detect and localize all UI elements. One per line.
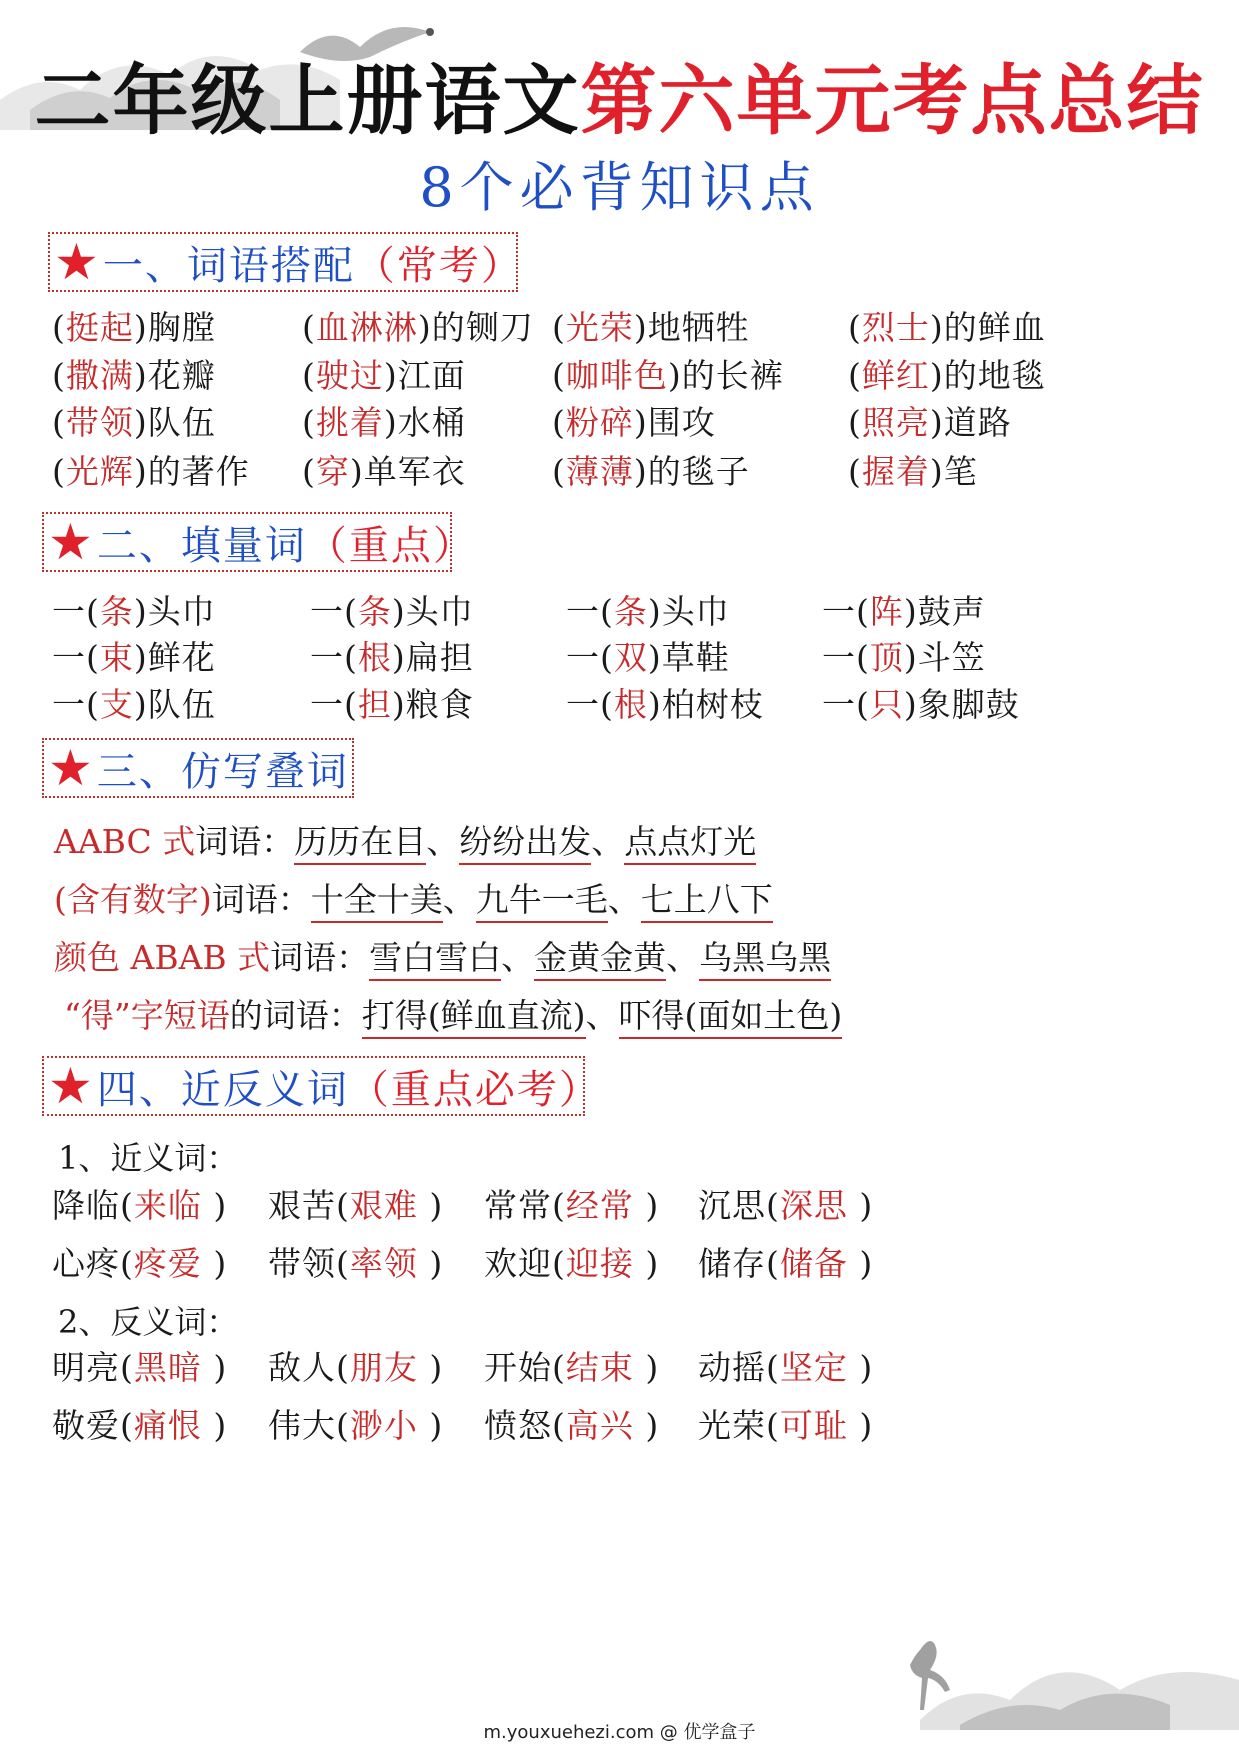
answer-word: 迎接 — [565, 1244, 634, 1283]
paren-open: ( — [766, 1186, 780, 1225]
paren-open: ( — [52, 308, 66, 347]
prefix-one: 一( — [52, 685, 100, 724]
paren-open: ( — [336, 1186, 350, 1225]
word-item — [698, 1400, 873, 1452]
answer-word: 深思 — [779, 1186, 848, 1225]
answer-word: 带领 — [65, 403, 134, 442]
base-word: 敬爱 — [52, 1406, 120, 1445]
word-item — [302, 397, 466, 449]
word-item — [52, 1180, 227, 1232]
paren-open: ( — [552, 1186, 566, 1225]
word-item — [310, 632, 474, 684]
reduplication-line — [54, 874, 773, 926]
noun-word: 头巾 — [147, 592, 216, 631]
section-title: 三、仿写叠词 — [96, 748, 349, 795]
word-item — [698, 1180, 873, 1232]
answer-word: 经常 — [565, 1186, 634, 1225]
prompt-word: 胸膛 — [147, 308, 216, 347]
answer-word: 驶过 — [315, 356, 384, 395]
base-word: 伟大 — [268, 1406, 336, 1445]
paren-close: ) — [383, 403, 398, 442]
base-word: 欢迎 — [484, 1244, 552, 1283]
paren-close: ) — [903, 638, 918, 677]
crane-icon-bottom — [890, 1630, 980, 1720]
example-phrase: 点点灯光 — [624, 822, 756, 865]
prompt-word: 笔 — [943, 452, 978, 491]
answer-word: 来临 — [133, 1186, 202, 1225]
section-heading-synonyms-antonyms — [42, 1056, 601, 1116]
word-item — [822, 679, 1020, 731]
reduplication-line — [64, 990, 842, 1042]
base-word: 降临 — [52, 1186, 120, 1225]
paren-open: ( — [52, 403, 66, 442]
answer-word: 鲜红 — [861, 356, 930, 395]
paren-open: ( — [848, 308, 862, 347]
answer-word: 挺起 — [65, 308, 134, 347]
measure-word: 根 — [613, 685, 648, 724]
prefix-one: 一( — [310, 592, 358, 631]
example-phrase: 打得(鲜血直流) — [362, 996, 586, 1039]
title-part-black: 二年级上册语文 — [34, 56, 581, 145]
word-item — [822, 632, 986, 684]
word-item — [310, 586, 474, 638]
section-heading-collocation — [48, 232, 523, 292]
paren-close: ) — [633, 1406, 660, 1445]
paren-close: ) — [847, 1244, 874, 1283]
paren-close: ) — [633, 1244, 660, 1283]
separator: 、 — [607, 880, 641, 919]
answer-word: 率领 — [349, 1244, 418, 1283]
measure-row — [0, 632, 1239, 684]
paren-close: ) — [133, 356, 148, 395]
paren-close: ) — [647, 638, 662, 677]
base-word: 愤怒 — [484, 1406, 552, 1445]
paren-open: ( — [552, 1348, 566, 1387]
paren-open: ( — [336, 1244, 350, 1283]
paren-close: ) — [847, 1186, 874, 1225]
prefix-one: 一( — [52, 592, 100, 631]
prefix-one: 一( — [310, 638, 358, 677]
collocation-row — [0, 446, 1239, 498]
measure-word: 根 — [357, 638, 392, 677]
base-word: 常常 — [484, 1186, 552, 1225]
prefix-one: 一( — [566, 638, 614, 677]
word-item — [268, 1180, 443, 1232]
prompt-word: 的鲜血 — [943, 308, 1046, 347]
answer-word: 薄薄 — [565, 452, 634, 491]
paren-close: ) — [633, 308, 648, 347]
prefix-one: 一( — [566, 685, 614, 724]
answer-word: 挑着 — [315, 403, 384, 442]
noun-word: 扁担 — [405, 638, 474, 677]
paren-close: ) — [929, 356, 944, 395]
paren-open: ( — [552, 1406, 566, 1445]
base-word: 敌人 — [268, 1348, 336, 1387]
word-item — [52, 446, 250, 498]
antonyms-label: 2、反义词： — [58, 1303, 239, 1341]
word-item — [698, 1238, 873, 1290]
paren-close: ) — [647, 685, 662, 724]
paren-open: ( — [766, 1406, 780, 1445]
paren-close: ) — [391, 685, 406, 724]
base-word: 明亮 — [52, 1348, 120, 1387]
paren-open: ( — [302, 308, 316, 347]
paren-close: ) — [633, 1348, 660, 1387]
paren-open: ( — [848, 356, 862, 395]
prompt-word: 花瓣 — [147, 356, 216, 395]
separator: 、 — [585, 996, 619, 1035]
word-item — [566, 632, 730, 684]
paren-close: ) — [133, 592, 148, 631]
paren-open: ( — [552, 308, 566, 347]
measure-word: 条 — [357, 592, 392, 631]
answer-word: 光荣 — [565, 308, 634, 347]
noun-word: 鲜花 — [147, 638, 216, 677]
prompt-word: 道路 — [943, 403, 1012, 442]
word-item — [268, 1238, 443, 1290]
word-item — [552, 446, 750, 498]
noun-word: 象脚鼓 — [917, 685, 1020, 724]
paren-open: ( — [120, 1406, 134, 1445]
prefix-one: 一( — [566, 592, 614, 631]
paren-open: ( — [766, 1348, 780, 1387]
paren-close: ) — [417, 1348, 444, 1387]
paren-close: ) — [417, 308, 432, 347]
word-item — [484, 1180, 659, 1232]
paren-open: ( — [302, 356, 316, 395]
word-item — [848, 397, 1012, 449]
prefix-one: 一( — [822, 685, 870, 724]
paren-close: ) — [633, 1186, 660, 1225]
answer-word: 黑暗 — [133, 1348, 202, 1387]
measure-word: 条 — [613, 592, 648, 631]
section-tag: （重点） — [306, 522, 475, 569]
paren-open: ( — [336, 1406, 350, 1445]
star-icon: ★ — [54, 233, 101, 291]
prefix-one: 一( — [822, 592, 870, 631]
example-phrase: 历历在目 — [294, 822, 426, 865]
word-item — [698, 1342, 873, 1394]
paren-open: ( — [336, 1348, 350, 1387]
example-phrase: 乌黑乌黑 — [699, 938, 831, 981]
word-item — [484, 1238, 659, 1290]
word-item — [52, 397, 216, 449]
answer-word: 高兴 — [565, 1406, 634, 1445]
star-icon: ★ — [48, 513, 95, 571]
star-icon: ★ — [48, 739, 95, 797]
paren-close: ) — [201, 1244, 228, 1283]
page-title — [0, 46, 1239, 156]
prefix-one: 一( — [822, 638, 870, 677]
prompt-word: 围攻 — [647, 403, 716, 442]
section-heading-reduplication — [42, 738, 354, 798]
paren-open: ( — [120, 1186, 134, 1225]
measure-word: 只 — [869, 685, 904, 724]
word-item — [822, 586, 986, 638]
base-word: 心疼 — [52, 1244, 120, 1283]
word-item — [52, 1400, 227, 1452]
answer-word: 咖啡色 — [565, 356, 668, 395]
prefix-one: 一( — [52, 638, 100, 677]
answer-word: 艰难 — [349, 1186, 418, 1225]
word-item — [52, 350, 216, 402]
separator: 、 — [591, 822, 625, 861]
prompt-word: 的铡刀 — [431, 308, 534, 347]
word-item — [848, 350, 1046, 402]
paren-close: ) — [201, 1348, 228, 1387]
answer-word: 穿 — [315, 452, 350, 491]
section-title: 四、近反义词 — [96, 1066, 349, 1113]
separator: 、 — [666, 938, 700, 977]
paren-open: ( — [52, 452, 66, 491]
example-phrase: 金黄金黄 — [534, 938, 666, 981]
pattern-label: “得”字短语 — [64, 996, 230, 1035]
base-word: 艰苦 — [268, 1186, 336, 1225]
paren-close: ) — [417, 1406, 444, 1445]
word-item — [848, 302, 1046, 354]
answer-word: 朋友 — [349, 1348, 418, 1387]
noun-word: 草鞋 — [661, 638, 730, 677]
section-heading-measure-words — [42, 512, 475, 572]
answer-word: 握着 — [861, 452, 930, 491]
paren-close: ) — [133, 308, 148, 347]
collocation-row — [0, 397, 1239, 449]
measure-word: 阵 — [869, 592, 904, 631]
noun-word: 柏树枝 — [661, 685, 764, 724]
word-item — [52, 1342, 227, 1394]
word-item — [552, 302, 750, 354]
answer-word: 粉碎 — [565, 403, 634, 442]
pattern-label: AABC 式 — [54, 822, 196, 861]
paren-close: ) — [201, 1406, 228, 1445]
paren-close: ) — [133, 685, 148, 724]
paren-close: ) — [391, 592, 406, 631]
word-item — [484, 1342, 659, 1394]
answer-word: 光辉 — [65, 452, 134, 491]
prefix-one: 一( — [310, 685, 358, 724]
paren-close: ) — [667, 356, 682, 395]
answer-word: 渺小 — [349, 1406, 418, 1445]
paren-close: ) — [133, 638, 148, 677]
pattern-suffix: 的词语： — [229, 996, 362, 1035]
pattern-label: (含有数字) — [54, 880, 212, 919]
answer-word: 照亮 — [861, 403, 930, 442]
antonym-row — [0, 1342, 1239, 1394]
prompt-word: 的著作 — [147, 452, 250, 491]
base-word: 开始 — [484, 1348, 552, 1387]
example-phrase: 吓得(面如土色) — [619, 996, 843, 1039]
paren-open: ( — [766, 1244, 780, 1283]
word-item — [302, 446, 466, 498]
example-phrase: 纷纷出发 — [459, 822, 591, 865]
paren-close: ) — [847, 1348, 874, 1387]
pattern-suffix: 词语： — [211, 880, 311, 919]
separator: 、 — [501, 938, 535, 977]
word-item — [848, 446, 978, 498]
word-item — [310, 679, 474, 731]
prompt-word: 的毯子 — [647, 452, 750, 491]
word-item — [52, 302, 216, 354]
section-title: 二、填量词 — [96, 522, 307, 569]
answer-word: 血淋淋 — [315, 308, 418, 347]
section-title: 一、词语搭配 — [102, 242, 355, 289]
paren-close: ) — [903, 685, 918, 724]
synonym-row — [0, 1238, 1239, 1290]
synonym-row — [0, 1180, 1239, 1232]
measure-word: 担 — [357, 685, 392, 724]
paren-close: ) — [929, 452, 944, 491]
paren-close: ) — [633, 452, 648, 491]
reduplication-line — [54, 932, 831, 984]
pattern-suffix: 词语： — [195, 822, 295, 861]
separator: 、 — [442, 880, 476, 919]
paren-close: ) — [201, 1186, 228, 1225]
word-item — [552, 397, 716, 449]
word-item — [566, 679, 764, 731]
noun-word: 斗笠 — [917, 638, 986, 677]
answer-word: 坚定 — [779, 1348, 848, 1387]
section-tag: （常考） — [354, 242, 523, 289]
paren-close: ) — [133, 452, 148, 491]
paren-open: ( — [302, 452, 316, 491]
base-word: 光荣 — [698, 1406, 766, 1445]
word-item — [552, 350, 784, 402]
paren-open: ( — [552, 403, 566, 442]
base-word: 沉思 — [698, 1186, 766, 1225]
paren-close: ) — [903, 592, 918, 631]
example-phrase: 七上八下 — [641, 880, 773, 923]
section-tag: （重点必考） — [348, 1066, 601, 1113]
base-word: 动摇 — [698, 1348, 766, 1387]
word-item — [268, 1342, 443, 1394]
paren-open: ( — [52, 356, 66, 395]
pattern-label: 颜色 ABAB 式 — [54, 938, 271, 977]
prompt-word: 江面 — [397, 356, 466, 395]
measure-row — [0, 586, 1239, 638]
noun-word: 头巾 — [661, 592, 730, 631]
paren-close: ) — [391, 638, 406, 677]
title-part-red: 第六单元考点总结 — [580, 56, 1205, 145]
example-phrase: 十全十美 — [311, 880, 443, 923]
paren-open: ( — [302, 403, 316, 442]
antonym-row — [0, 1400, 1239, 1452]
answer-word: 储备 — [779, 1244, 848, 1283]
answer-word: 可耻 — [779, 1406, 848, 1445]
word-item — [52, 632, 216, 684]
paren-close: ) — [633, 403, 648, 442]
word-item — [52, 679, 216, 731]
footer-watermark: m.youxuehezi.com @ 优学盒子 — [483, 1722, 756, 1743]
answer-word: 结束 — [565, 1348, 634, 1387]
paren-close: ) — [647, 592, 662, 631]
example-phrase: 九牛一毛 — [476, 880, 608, 923]
synonyms-label: 1、近义词： — [58, 1139, 239, 1177]
prompt-word: 单军衣 — [363, 452, 466, 491]
word-item — [302, 350, 466, 402]
paren-close: ) — [383, 356, 398, 395]
paren-close: ) — [417, 1244, 444, 1283]
prompt-word: 的地毯 — [943, 356, 1046, 395]
word-item — [302, 302, 534, 354]
separator: 、 — [426, 822, 460, 861]
paren-open: ( — [848, 403, 862, 442]
base-word: 带领 — [268, 1244, 336, 1283]
pattern-suffix: 词语： — [270, 938, 370, 977]
example-phrase: 雪白雪白 — [369, 938, 501, 981]
paren-open: ( — [848, 452, 862, 491]
prompt-word: 水桶 — [397, 403, 466, 442]
paren-close: ) — [929, 308, 944, 347]
answer-word: 烈士 — [861, 308, 930, 347]
noun-word: 粮食 — [405, 685, 474, 724]
measure-word: 支 — [99, 685, 134, 724]
star-icon: ★ — [48, 1057, 95, 1115]
collocation-row — [0, 350, 1239, 402]
prompt-word: 队伍 — [147, 403, 216, 442]
paren-close: ) — [929, 403, 944, 442]
paren-open: ( — [552, 356, 566, 395]
answer-word: 疼爱 — [133, 1244, 202, 1283]
word-item — [52, 586, 216, 638]
prompt-word: 的长裤 — [681, 356, 784, 395]
noun-word: 队伍 — [147, 685, 216, 724]
measure-word: 双 — [613, 638, 648, 677]
answer-word: 撒满 — [65, 356, 134, 395]
reduplication-line — [54, 816, 756, 868]
measure-word: 条 — [99, 592, 134, 631]
paren-open: ( — [552, 452, 566, 491]
paren-open: ( — [120, 1348, 134, 1387]
collocation-row — [0, 302, 1239, 354]
noun-word: 头巾 — [405, 592, 474, 631]
paren-close: ) — [417, 1186, 444, 1225]
measure-word: 束 — [99, 638, 134, 677]
prompt-word: 地牺牲 — [647, 308, 750, 347]
answer-word: 痛恨 — [133, 1406, 202, 1445]
measure-word: 顶 — [869, 638, 904, 677]
paren-close: ) — [133, 403, 148, 442]
noun-word: 鼓声 — [917, 592, 986, 631]
word-item — [484, 1400, 659, 1452]
word-item — [268, 1400, 443, 1452]
paren-close: ) — [847, 1406, 874, 1445]
measure-row — [0, 679, 1239, 731]
base-word: 储存 — [698, 1244, 766, 1283]
paren-open: ( — [120, 1244, 134, 1283]
word-item — [566, 586, 730, 638]
page-subtitle: 8个必背知识点 — [419, 156, 820, 219]
word-item — [52, 1238, 227, 1290]
paren-open: ( — [552, 1244, 566, 1283]
paren-close: ) — [349, 452, 364, 491]
